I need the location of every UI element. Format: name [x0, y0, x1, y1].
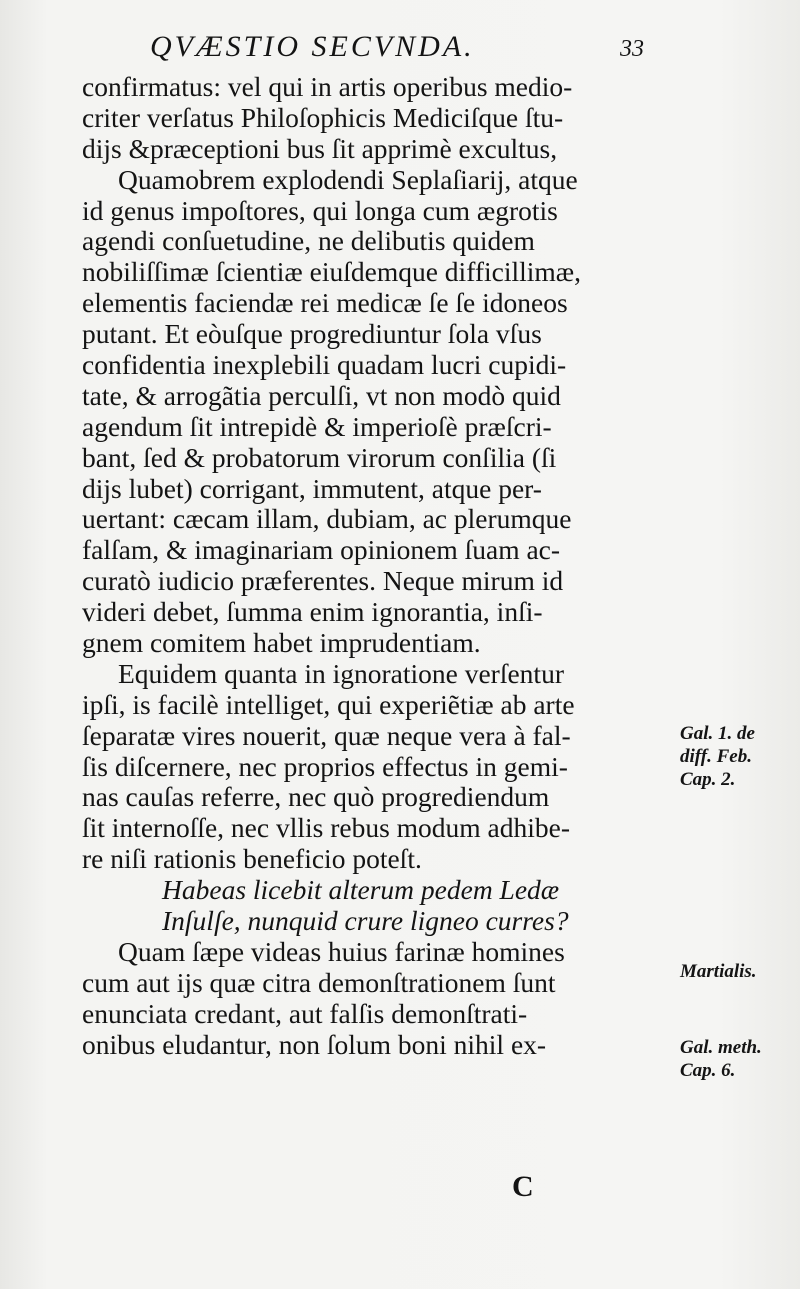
text-line: elementis faciendæ rei medicæ ſe ſe idoneos [82, 287, 568, 319]
text-line: curatò iudicio præferentes. Neque mirum id [82, 565, 564, 597]
text-line: nobiliſſimæ ſcientiæ eiuſdemque difficillimæ, [82, 256, 582, 288]
text-line: onibus eludantur, non ſolum boni nihil ex- [82, 1028, 547, 1060]
text-line: ipſi, is facilè intelliget, qui experiẽtiæ ab arte [82, 688, 575, 720]
text-line: ſeparatæ vires nouerit, quæ neque vera à fal- [82, 719, 571, 751]
verse-line: Habeas licebit alterum pedem Ledæ [162, 874, 560, 906]
margin-note-line: Gal. 1. de [680, 723, 755, 744]
text-line: dijs lubet) corrigant, immutent, atque per- [82, 472, 542, 504]
verse-line: Inſulſe, nunquid crure ligneo curres? [162, 905, 569, 937]
margin-note [680, 722, 755, 791]
text-line: ſis diſcernere, nec proprios effectus in gemi- [82, 750, 568, 782]
margin-note-line: Gal. meth. [680, 1037, 762, 1058]
page-number: 33 [620, 36, 644, 62]
text-line: agendum ſit intrepidè & imperioſè præſcri- [82, 410, 552, 442]
body-text [82, 72, 657, 1061]
signature-mark: C [512, 1170, 534, 1203]
text-line: gnem comitem habet imprudentiam. [82, 627, 481, 659]
text-line: tate, & arrogãtia perculſi, vt non modò quid [82, 379, 561, 411]
text-line: re niſi rationis beneficio poteſt. [82, 843, 422, 875]
text-line: Quam ſæpe videas huius farinæ homines [118, 935, 565, 967]
margin-note-line: diff. Feb. [680, 746, 752, 767]
text-line: uertant: cæcam illam, dubiam, ac plerumque [82, 503, 572, 535]
text-line: Quamobrem explodendi Seplaſiarij, atque [118, 163, 578, 195]
text-line: bant, ſed & probatorum virorum conſilia (ſi [82, 441, 557, 473]
running-title: QVÆSTIO SECVNDA. [150, 30, 475, 63]
margin-note [680, 1036, 762, 1082]
margin-note-line: Cap. 2. [680, 769, 736, 790]
running-head [150, 26, 644, 70]
margin-note [680, 960, 757, 983]
text-line: cum aut ijs quæ citra demonſtrationem ſunt [82, 966, 556, 998]
text-line: id genus impoſtores, qui longa cum ægrotis [82, 194, 558, 226]
margin-note-line: Cap. 6. [680, 1060, 736, 1081]
text-line: enunciata credant, aut falſis demonſtrati- [82, 997, 528, 1029]
text-line: falſam, & imaginariam opinionem ſuam ac- [82, 534, 561, 566]
text-line: ſit internoſſe, nec vllis rebus modum adhibe- [82, 812, 571, 844]
text-line: Equidem quanta in ignoratione verſentur [118, 657, 564, 689]
text-line: confirmatus: vel qui in artis operibus medio- [82, 71, 573, 102]
text-line: nas cauſas referre, nec quò progrediendum [82, 781, 550, 813]
text-line: dijs &præceptioni bus ſit apprimè excultus, [82, 132, 558, 164]
margin-note-line: Martialis. [680, 961, 757, 982]
text-line: agendi conſuetudine, ne delibutis quidem [82, 225, 535, 257]
text-line: confidentia inexplebili quadam lucri cupidi- [82, 349, 567, 381]
text-line: putant. Et eòuſque progrediuntur ſola vſus [82, 318, 542, 350]
text-line: videri debet, ſumma enim ignorantia, inſi- [82, 596, 543, 628]
text-line: criter verſatus Philoſophicis Mediciſque ſtu- [82, 101, 564, 133]
